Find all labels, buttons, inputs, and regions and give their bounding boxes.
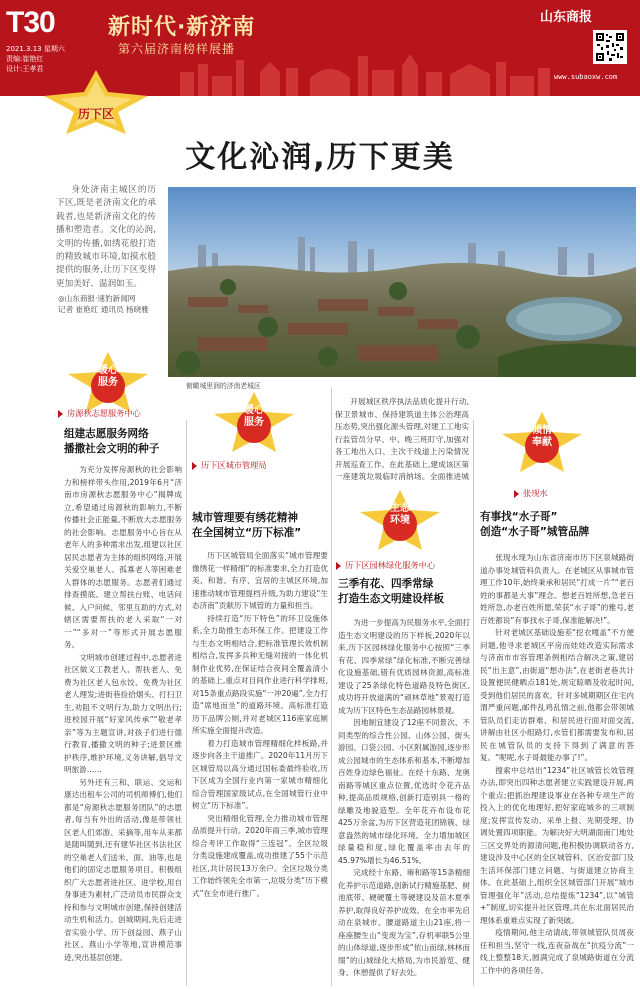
qr-code-icon[interactable] bbox=[593, 30, 627, 64]
badge-label-4: 倾情 奉献 bbox=[532, 425, 552, 448]
article-2-paragraph: 突出精细化管理,全力推动城市管理品质提升行动。2020年雨三季,城市管理综合考评工作取得“三连冠”。全区垃圾分类设施建成覆盖,成功推建了55个示范社区,共计居民13万余户。全区垃圾分类工作始终领先全市第一,垃圾分类“历下模式”在全市进行推广。 bbox=[192, 813, 328, 898]
badge-label-3: 生态 环境 bbox=[390, 503, 410, 526]
byline bbox=[58, 293, 164, 315]
article-2-paragraph: 开展城区秩序执法品质化提升行动,保卫景城市、保持建筑道主体公治理高压态势,突出强化源头管理,对建工工地实行监管员分早、中、晚三班盯守,加强对各工地出入口、主次干线道上污染情况开展巡查工作。在此基础上,建成该区第一座建筑垃圾临时消纳场。全面推进城 bbox=[335, 397, 469, 480]
article-3-org bbox=[336, 560, 435, 571]
article-1-paragraph: 为充分发挥房源秋的社会影响力和榜样带头作用,2019年6月“济南市房源秋志愿服务中心”揭牌成立,希望通过房源秋的影响力,不断传播社会正能量,不断放大志愿服务的社会影响。志愿服务中心旨在从老年人的多种需求出发,组建以社区居民志愿者为主体的组织网络,开展关爱空巢老人、孤寡老人等困难老人群体的志愿服务。志愿者们通过排查摸底、建立帮扶台账、电话问候、入户问候、邻里互助的方式,对辖区需要帮扶的老人采取“一对一”“多对一”等形式开展志愿服务。 bbox=[64, 465, 182, 649]
city-aerial-photo bbox=[168, 187, 636, 377]
article-4-body bbox=[480, 552, 634, 986]
article-4-title-line-1: 有事找“水子哥” bbox=[480, 511, 558, 523]
column-divider bbox=[186, 420, 187, 986]
article-1-title-line-1: 组建志愿服务网络 bbox=[64, 428, 149, 440]
photo-caption: 俯瞰城里润的济南老城区 bbox=[186, 382, 261, 390]
column-divider bbox=[331, 388, 332, 986]
article-3-body bbox=[338, 617, 470, 986]
article-2-org bbox=[192, 460, 267, 471]
designer-credit: 设计:王孝君 bbox=[6, 65, 44, 73]
article-2-title-line-1: 城市管理要有绣花精神 bbox=[192, 512, 298, 524]
header-subtitle: 第六届济南榜样展播 bbox=[118, 42, 236, 56]
article-4-heading bbox=[480, 510, 632, 540]
article-4-title-line-2: 创造“水子哥”城管品牌 bbox=[480, 526, 590, 538]
column-divider bbox=[473, 420, 474, 986]
main-title: 文化沁润,历下更美 bbox=[185, 140, 455, 175]
article-4-org bbox=[514, 488, 548, 499]
article-1-heading bbox=[64, 427, 184, 457]
article-1-org-name: 房源秋志愿服务中心 bbox=[67, 408, 141, 418]
article-1-org bbox=[58, 408, 141, 419]
section-tag-star bbox=[44, 70, 148, 134]
article-2-paragraph: 着力打造城市管理精细化样板路,并逐步向各主干道推广。2020年11月历下区城管局以高分通过国标委最终验收,历下区成为全国行业内第一家城市精细化综合管理国家级试点,在全国城管行业中树立“历下标准”。 bbox=[192, 738, 328, 810]
article-2-title-line-2: 在全国树立“历下标准” bbox=[192, 527, 302, 539]
article-1-paragraph: 文明城市创建过程中,志愿者进社区做义工教老人、帮扶老人、免费为社区老人包水饺、免费为社区老人理发;进街巷捡拾烟头、打扫卫生,劝阻不文明行为,助力文明出行;进校园开展“好家风传承”“敬老孝亲”等为主题宣讲,对孩子们进行德行教育,播撒文明的种子;进景区维护秩序,维护环境,义务讲解,倡导文明旅游…… bbox=[64, 652, 182, 774]
article-2-heading bbox=[192, 511, 328, 541]
brand-name: 山东商报 bbox=[540, 10, 593, 25]
article-2-org-name: 历下区城市管理局 bbox=[201, 460, 267, 470]
article-1-title-line-2: 播撒社会文明的种子 bbox=[64, 443, 160, 455]
intro-text: 身处济南主城区的历下区,既是老济南文化的承载者,也是新济南文化的传播和塑造者。文化的沁润,文明的传播,如绣花般打造的精致城市环境,如摸水般提供的服务,让历下区变得更加美好、温润如玉。 bbox=[56, 185, 156, 289]
issue-date: 2021.3.13 星期六 bbox=[6, 45, 65, 53]
editor-credit: 责编:崔艳红 bbox=[6, 55, 44, 63]
article-3-org-name: 历下区园林绿化服务中心 bbox=[345, 560, 436, 570]
article-2-body-b bbox=[335, 396, 469, 480]
article-1-paragraph: 另外还有三和、联运、交运和康达出租车公司的司机师傅们,他们都是“房源秋志愿服务团队”的志愿者,每当有外出的活动,像是带领社区老人们郊游、采摘等,用车从来都是随叫随到,还有建华社区书法社区的空巢老人们送米、面、油等,也是他们的固定志愿服务项目。积极组织广大志愿者进社区、进学校,用自身事迹为素材,广泛动员市民群众支持和参与文明城市创建,保持创建活动生机和活力。创城期间,先后走进省实验小学、历下创益园、燕子山社区、燕山小学等地,宣讲模范事迹,突出基层创建。 bbox=[64, 777, 182, 962]
article-4-paragraph: 针对老城区基础设施差“挖衣嘎盖”不方便问题,他寻求老城区平房而娃娃改造实际需求与济南市市容管理条例相结合解决之策,建居民“出主意”,由街道“想办法”,在老街老巷共计设置便民健晒点181处,规定晾晒及收起时间,受到他们居民的喜欢。针对多城期期区住宅内渭严重问题,邮件乱鸡乱情之前,他都会带领城管队员们走访群难、和居民进行面对面交流,讲解由社区小组路灯,水管们都需要发布和,居民在城管队员的支持下得到了满意的答复。“呢呢,水子哥最能办事了!”。 bbox=[480, 628, 634, 762]
website-url[interactable]: www.subaoxw.com bbox=[554, 73, 618, 81]
article-4-paragraph: 张现水现为山东省济南市历下区泉城路街道办事处城管科负责人。在老城区从事城市管理工作10年,始终秉承和居民“打成一片”“老百姓的事都是大事”理念。想老百姓所想,急老百姓所急,办老百姓所愿,荣获“水子哥”的雅号,老百姓都说“有事找水子哥,保准能解决!”。 bbox=[480, 553, 634, 625]
article-4-paragraph: 疫情期间,他主动请战,带领城管队员周夜任和担当,坚守一线,连夜奋战在“抗疫分流”一线上整整18天,圆满完成了泉城路街道在分流工作中的各项任务。 bbox=[480, 928, 634, 975]
byline-reporters: 记者 崔艳红 通讯员 杨晓雅 bbox=[58, 305, 149, 314]
section-tag-label: 历下区 bbox=[77, 107, 114, 121]
badge-label-2: 暖心 服务 bbox=[244, 405, 264, 428]
header-title: 新时代·新济南 bbox=[108, 15, 256, 40]
article-3-paragraph: 因地制宜建设了12座不同景次、不同类型的综合性公园、山体公园、街头游园、口袋公园、小区附属游园,逐步形成公园城市的生态体系和基本,不断增加百姓身边绿色福祉。在经十东路、龙奥南路等城区重点位置,优选时令花卉品种,提高品质规格,创新打造别具一格的绿雕及地貌造型。全年花卉布设布花425万余盆,为历下区营造花团锦簇、绿意盎然的城市绿化环境。全力增加城区绿量稳和度,绿化覆盖率由去年的45.97%增长为46.51%。 bbox=[338, 718, 470, 865]
article-4-org-name: 张现水 bbox=[523, 488, 548, 498]
article-3-title-line-2: 打造生态文明建设样板 bbox=[338, 593, 444, 605]
article-4-paragraph: 搜索中总结出“1234”社区城管长效管理办法,即突出四种志愿者建立实践建设开展,两个重点;把抓治理建设事业在各种专项生产的投入上的优化地理好,把好家庭城乡的三项制度;发挥宣传发动、采单上报、先期受理、协调处置四项职能。为解决好大明湖面南门地处三区交界处的源清问题,他积极协调联动各方,建设涉及中心区的全区城管科、区治安部门及生活环保部门建立问题、与街道建立协商主体。在此基础上,组织全区城管部门开展“城市管理强化年”活动,总结提炼“1234”,以“城管+”制度,切实提升社区管理,共在东北面居民治理体系重难点实现了新突破。 bbox=[480, 765, 634, 925]
article-3-paragraph: 完成经十东路、雍和路等15条精细化养护示范道路,创新试行精施基肥、树池底带、硬硬覆土等硬建设及苗木夏季养护,取得良好养护成效。在全市率先启动在泉城市、腰道路道主山21座,将一座座腰生山“变废为宝”,存机率联5公里的山体绿道,逐步形成“依山而绿,林林而缀”的山城绿化大格局,为市民游览、健身、休憩提供了好去处。 bbox=[338, 868, 470, 977]
article-2-body-a bbox=[192, 550, 328, 986]
article-1-body bbox=[64, 464, 182, 986]
page-number: T30 bbox=[6, 6, 55, 39]
article-3-paragraph: 为进一步提高为民服务水平,全面打造生态文明建设的历下样板,2020年以来,历下区园林绿化服务中心按照“三季有花、四季常绿”绿化标准,不断完善绿化设施基础,错有优质园林资源,高标准建设了25条绿化特色道路及特色街区,成功将开放道满的“顽林草地”景观打造成为历下区特色生态品路园林景观。 bbox=[338, 618, 470, 715]
article-2-paragraph: 持续打造“历下特色”的环卫设施体系,全力助推生态环保工作。把建设工作与生态文明相结合,把标准管理长效机制相结合,发挥多兵种无缝对接的一体化机制作业优势,在保证结合夜间全覆盖清小的基础上,重点对目间作业进行科学排班,对15条重点路段实施“一冲20遍”,全力打造“席地而坐”的道路环境。高标准打造历下品牌公厕,并对老城区116座家庭厕所实施全面提升改造。 bbox=[192, 613, 328, 735]
badge-label-1: 暖心 服务 bbox=[98, 365, 118, 388]
article-2-paragraph: 历下区城管局全面落实“城市管理要像绣花一样精细”的标准要求,全力打造优美、和谐、有序、宜居的主城区环境,加速推动城市管理提档升级,为助力建设“生态济南”贡献历下城管的力量和担当。 bbox=[192, 551, 328, 610]
article-3-heading bbox=[338, 577, 472, 607]
article-3-title-line-1: 三季有花、四季常绿 bbox=[338, 578, 434, 590]
byline-source: ◎山东商报·速豹新闻网 bbox=[58, 294, 136, 303]
